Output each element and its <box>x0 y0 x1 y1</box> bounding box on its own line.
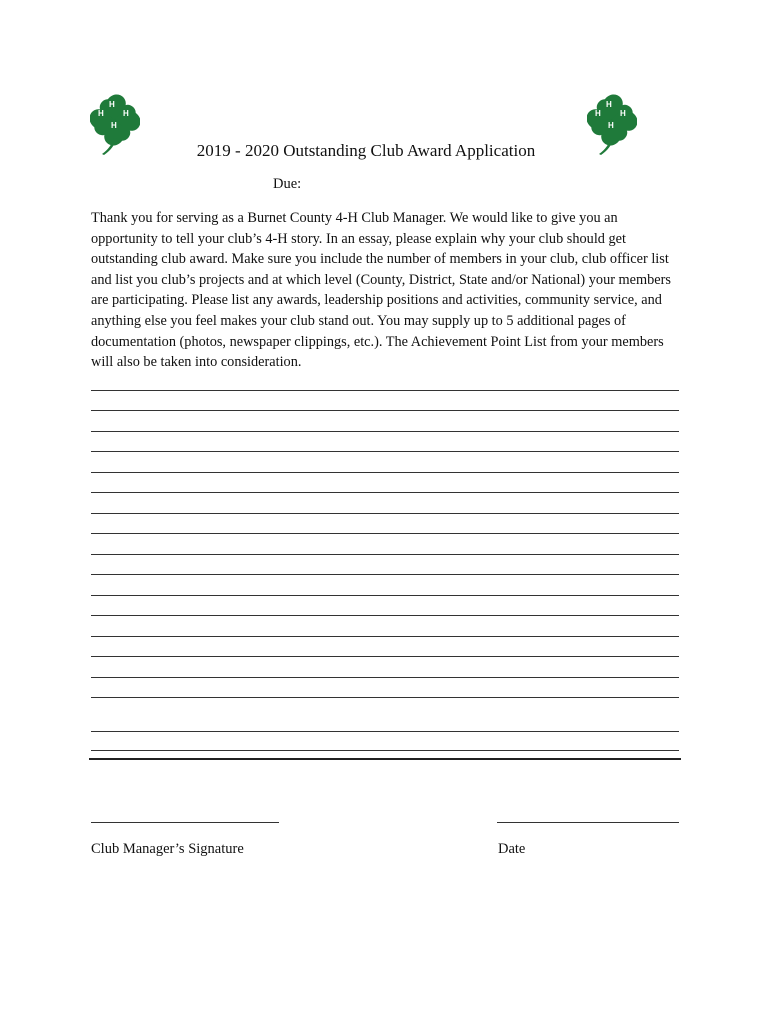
essay-line[interactable] <box>91 554 679 555</box>
svg-text:H: H <box>620 109 626 118</box>
essay-line[interactable] <box>91 615 679 616</box>
essay-line[interactable] <box>91 656 679 657</box>
essay-line[interactable] <box>91 677 679 678</box>
instructions-paragraph: Thank you for serving as a Burnet County 4-H Club Manager. We would like to give you an opportunity to tell your club’s 4-H story. In an essay, please explain why your club should get outstanding club award. Make sure you include the number of members in your club, club officer list and list you club’s projects and at which level (County, District, State and/or National) your members are participating. Please list any awards, leadership positions and activities, community service, and anything else you feel makes your club stand out. You may supply up to 5 additional pages of documentation (photos, newspaper clippings, etc.). The Achievement Point List from your members will also be taken into consideration. <box>91 210 671 371</box>
essay-line[interactable] <box>91 636 679 637</box>
essay-line[interactable] <box>91 492 679 493</box>
svg-text:H: H <box>98 109 104 118</box>
svg-text:H: H <box>111 121 117 130</box>
essay-line[interactable] <box>91 410 679 411</box>
svg-text:H: H <box>109 100 115 109</box>
date-label: Date <box>498 841 526 857</box>
essay-line[interactable] <box>91 574 679 575</box>
svg-text:H: H <box>123 109 129 118</box>
manager-signature-label: Club Manager’s Signature <box>91 841 244 857</box>
date-field[interactable] <box>497 822 679 823</box>
essay-line[interactable] <box>91 431 679 432</box>
essay-line[interactable] <box>91 533 679 534</box>
essay-line[interactable] <box>91 697 679 698</box>
essay-line[interactable] <box>91 451 679 452</box>
essay-line[interactable] <box>91 472 679 473</box>
essay-line[interactable] <box>91 731 679 732</box>
essay-line[interactable] <box>91 750 679 751</box>
essay-line[interactable] <box>91 390 679 391</box>
svg-text:H: H <box>606 100 612 109</box>
page-title: 2019 - 2020 Outstanding Club Award Application <box>196 141 536 160</box>
essay-line[interactable] <box>91 513 679 514</box>
due-date-label: Due: <box>273 176 302 192</box>
svg-text:H: H <box>608 121 614 130</box>
section-divider <box>89 758 681 760</box>
essay-line[interactable] <box>91 595 679 596</box>
svg-text:H: H <box>595 109 601 118</box>
manager-signature-field[interactable] <box>91 822 279 823</box>
